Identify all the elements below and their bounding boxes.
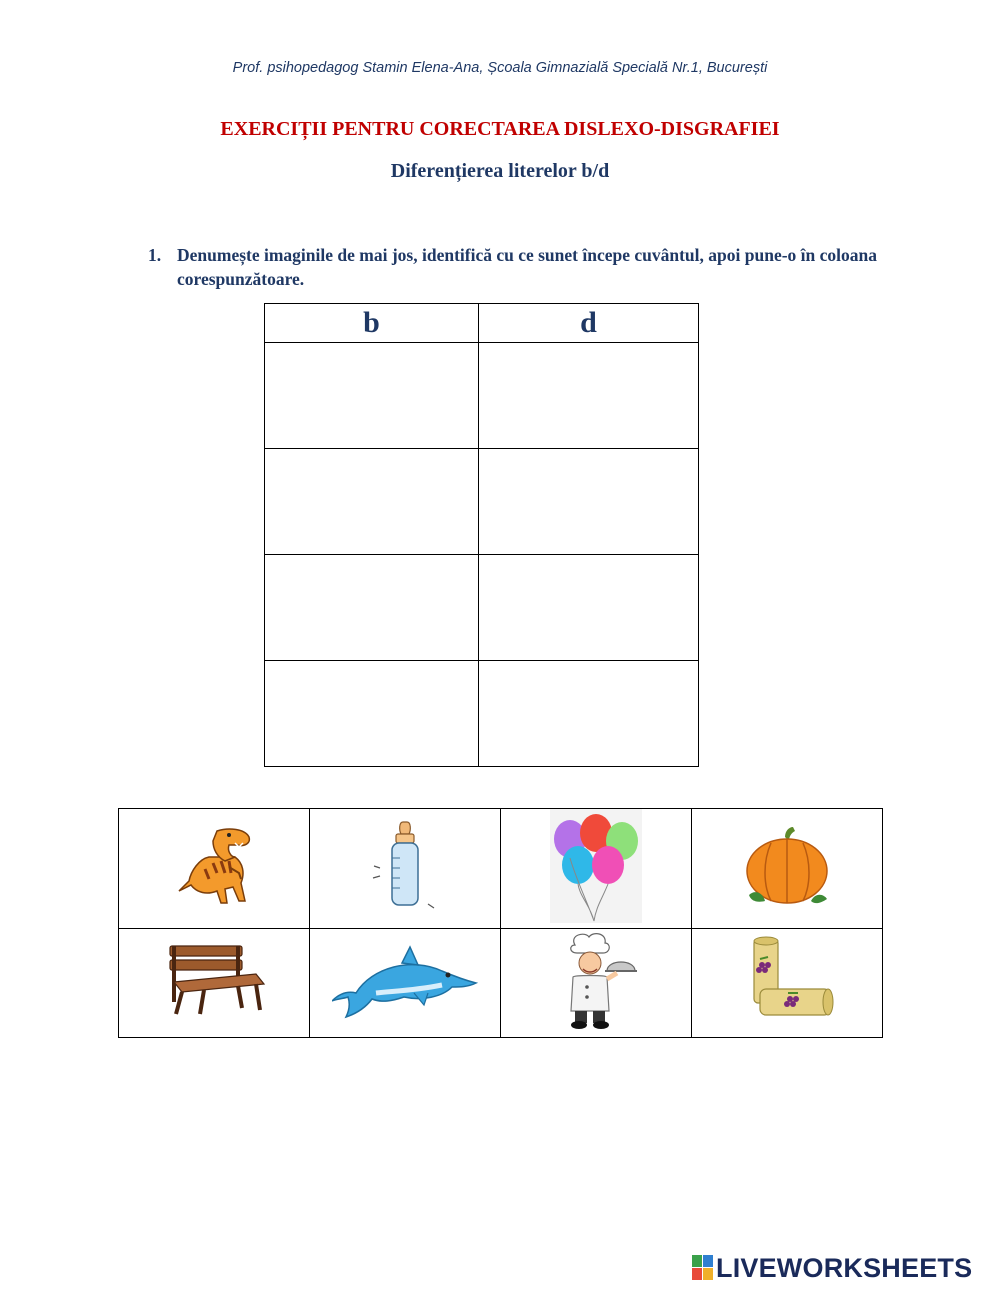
drop-cell-b[interactable] — [265, 449, 479, 555]
dolphin-icon[interactable] — [332, 941, 478, 1021]
sorting-row — [265, 343, 699, 449]
author-credit: Prof. psihopedagog Stamin Elena-Ana, Școala Gimnazială Specială Nr.1, București — [232, 60, 768, 76]
drop-cell-d[interactable] — [479, 343, 699, 449]
drop-cell-b[interactable] — [265, 661, 479, 767]
bench-icon[interactable] — [160, 944, 268, 1018]
drop-cell-d[interactable] — [479, 661, 699, 767]
task-text: Denumește imaginile de mai jos, identifică cu ce sunet începe cuvântul, apoi pune-o în coloana corespunzătoare. — [177, 245, 877, 289]
picture-cell — [119, 809, 310, 929]
sorting-row — [265, 449, 699, 555]
picture-cell — [692, 929, 883, 1038]
sorting-row — [265, 661, 699, 767]
worksheet-subtitle: Diferențierea literelor b/d — [390, 160, 610, 182]
drop-cell-d[interactable] — [479, 449, 699, 555]
picture-cell — [119, 929, 310, 1038]
picture-cell — [310, 809, 501, 929]
picture-cell — [501, 809, 692, 929]
worksheet-title: EXERCIȚII PENTRU CORECTAREA DISLEXO-DISGRAFIEI — [220, 118, 780, 140]
column-header-b: b — [265, 304, 479, 343]
picture-cell — [501, 929, 692, 1038]
chef-icon[interactable] — [551, 931, 641, 1031]
drop-cell-d[interactable] — [479, 555, 699, 661]
dinosaur-icon[interactable] — [169, 823, 259, 909]
wine-corks-icon[interactable] — [738, 935, 836, 1027]
picture-grid — [118, 808, 883, 1038]
drop-cell-b[interactable] — [265, 343, 479, 449]
drop-cell-b[interactable] — [265, 555, 479, 661]
sorting-table-header — [265, 304, 699, 343]
picture-cell — [310, 929, 501, 1038]
balloons-icon[interactable] — [550, 809, 642, 923]
column-header-d: d — [479, 304, 699, 343]
task-number: 1. — [148, 245, 162, 265]
pumpkin-icon[interactable] — [741, 823, 833, 909]
picture-cell — [692, 809, 883, 929]
liveworksheets-logo — [692, 1254, 972, 1282]
sorting-table — [264, 303, 699, 767]
sorting-row — [265, 555, 699, 661]
liveworksheets-wordmark: LIVEWORKSHEETS — [716, 1253, 973, 1283]
baby-bottle-icon[interactable] — [370, 818, 440, 914]
task-instruction — [148, 243, 888, 291]
liveworksheets-mark-icon — [692, 1255, 714, 1281]
